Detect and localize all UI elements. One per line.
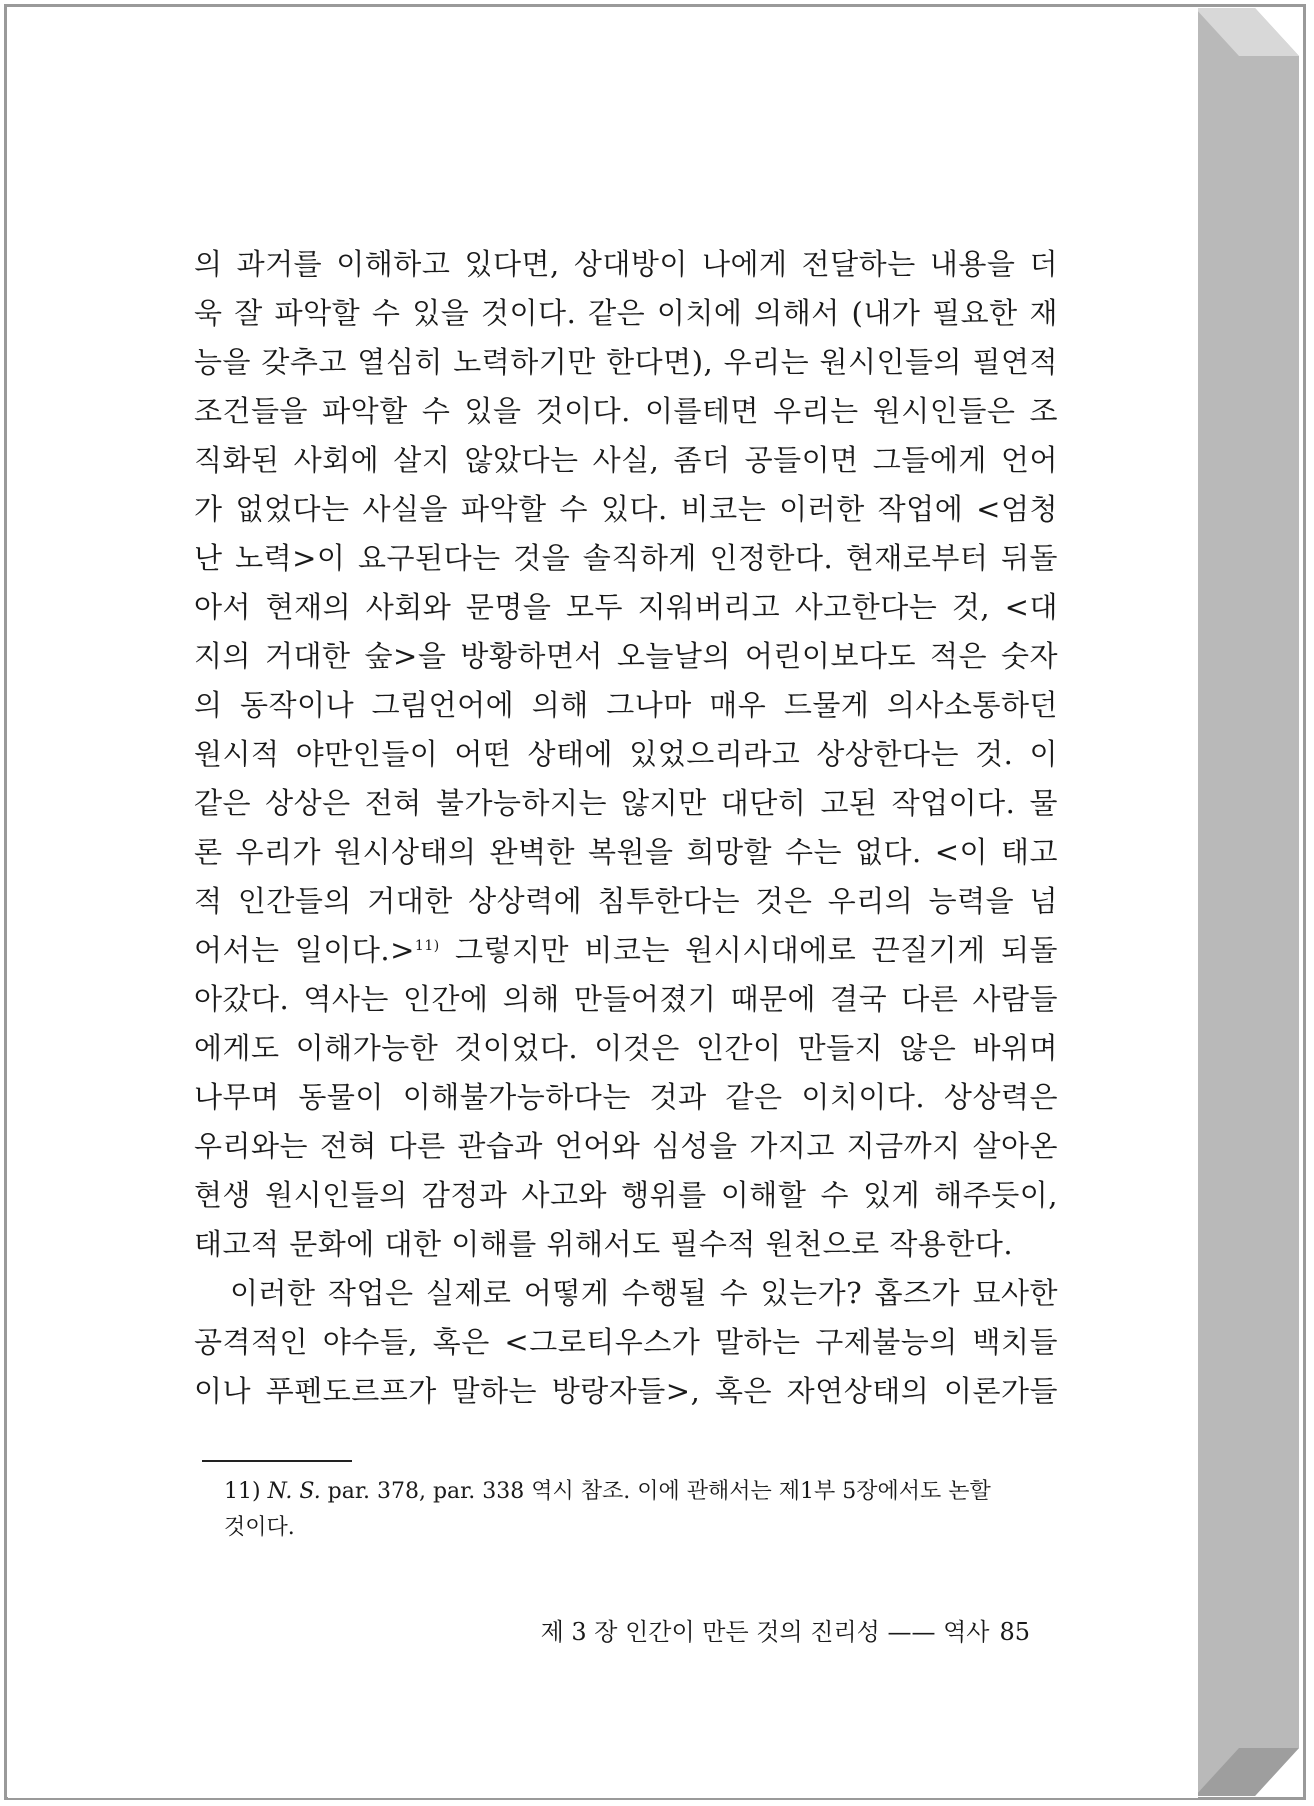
- text-line: 난 노력>이 요구된다는 것을 솔직하게 인정한다. 현재로부터 뒤돌: [194, 541, 1058, 575]
- text-line: 우리와는 전혀 다른 관습과 언어와 심성을 가지고 지금까지 살아온: [194, 1129, 1058, 1163]
- text-segment: 어서는 일이다.>: [194, 933, 415, 967]
- text-line: 이러한 작업은 실제로 어떻게 수행될 수 있는가? 홉즈가 묘사한: [230, 1276, 1058, 1310]
- text-segment: 그렇지만 비코는 원시시대에로 끈질기게 되돌: [439, 933, 1059, 967]
- running-title: 제 3 장 인간이 만든 것의 진리성 —— 역사: [540, 1618, 990, 1646]
- footnote-number: 11): [224, 1479, 261, 1504]
- text-line: 직화된 사회에 살지 않았다는 사실, 좀더 공들이면 그들에게 언어: [194, 443, 1058, 477]
- text-line: 나무며 동물이 이해불가능하다는 것과 같은 이치이다. 상상력은: [194, 1080, 1058, 1114]
- text-line: 조건들을 파악할 수 있을 것이다. 이를테면 우리는 원시인들은 조: [194, 394, 1058, 428]
- page-number: 85: [999, 1618, 1030, 1646]
- book-side-shape: [1195, 8, 1303, 1798]
- text-line: 의 과거를 이해하고 있다면, 상대방이 나에게 전달하는 내용을 더: [194, 247, 1058, 281]
- footnote-line: 것이다.: [224, 1515, 295, 1540]
- footnote-divider: [202, 1460, 352, 1462]
- text-line: 이나 푸펜도르프가 말하는 방랑자들>, 혹은 자연상태의 이론가들: [194, 1374, 1058, 1408]
- text-line: 의 동작이나 그림언어에 의해 그나마 매우 드물게 의사소통하던: [194, 688, 1058, 722]
- text-line: 아갔다. 역사는 인간에 의해 만들어졌기 때문에 결국 다른 사람들: [194, 982, 1058, 1016]
- body-text: [194, 240, 1058, 1416]
- text-line: 현생 원시인들의 감정과 사고와 행위를 이해할 수 있게 해주듯이,: [194, 1178, 1058, 1212]
- text-line: 적 인간들의 거대한 상상력에 침투한다는 것은 우리의 능력을 넘: [194, 884, 1058, 918]
- paragraph-2: [194, 1269, 1058, 1416]
- text-line: 아서 현재의 사회와 문명을 모두 지워버리고 사고한다는 것, <대: [194, 590, 1058, 624]
- running-footer: [500, 1612, 1030, 1647]
- text-line: 공격적인 야수들, 혹은 <그로티우스가 말하는 구제불능의 백치들: [194, 1325, 1058, 1359]
- text-line: 능을 갖추고 열심히 노력하기만 한다면), 우리는 원시인들의 필연적: [194, 345, 1058, 379]
- text-line: 론 우리가 원시상태의 완벽한 복원을 희망할 수는 없다. <이 태고: [194, 835, 1058, 869]
- footnote: [224, 1474, 1054, 1546]
- text-line: 같은 상상은 전혀 불가능하지는 않지만 대단히 고된 작업이다. 물: [194, 786, 1058, 820]
- text-line: 지의 거대한 숲>을 방황하면서 오늘날의 어린이보다도 적은 숫자: [194, 639, 1058, 673]
- text-line: 원시적 야만인들이 어떤 상태에 있었으리라고 상상한다는 것. 이: [194, 737, 1058, 771]
- text-line: 에게도 이해가능한 것이었다. 이것은 인간이 만들지 않은 바위며: [194, 1031, 1058, 1065]
- footnote-text: par. 378, par. 338 역시 참조. 이에 관해서는 제1부 5장에서도 논할: [320, 1479, 991, 1504]
- book-side-edge: [1195, 8, 1303, 1798]
- paragraph-1: [194, 240, 1058, 1269]
- footnote-reference: 11): [414, 938, 440, 954]
- footnote-citation: N. S.: [267, 1479, 321, 1504]
- text-line: 태고적 문화에 대한 이해를 위해서도 필수적 원천으로 작용한다.: [194, 1227, 1014, 1261]
- text-line: 가 없었다는 사실을 파악할 수 있다. 비코는 이러한 작업에 <엄청: [194, 492, 1058, 526]
- text-line-with-footnote: [194, 926, 1058, 975]
- text-line: 욱 잘 파악할 수 있을 것이다. 같은 이치에 의해서 (내가 필요한 재: [194, 296, 1058, 330]
- footnote-line: [224, 1474, 1054, 1510]
